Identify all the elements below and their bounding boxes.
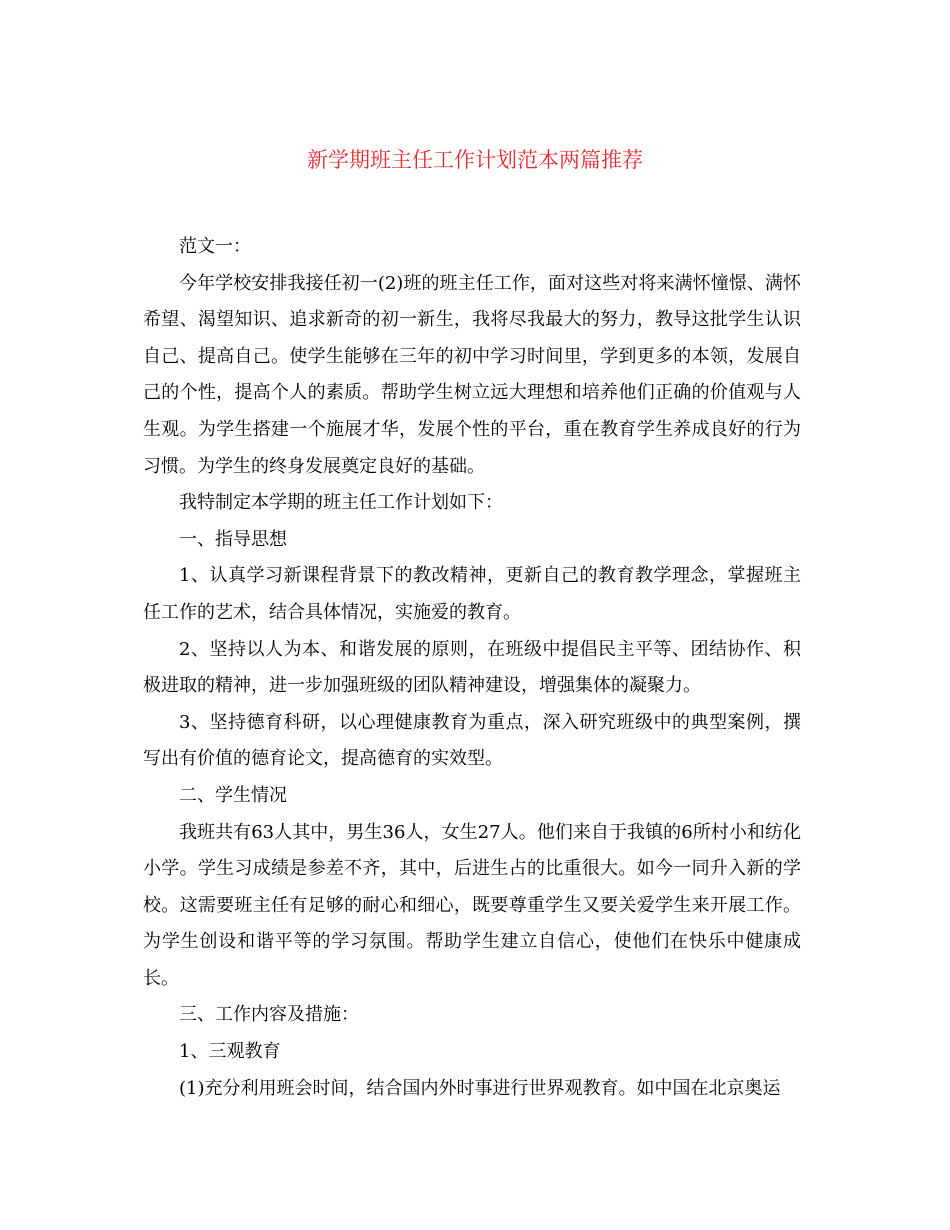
document-body	[143, 229, 801, 1107]
section-heading-work-content: 三、工作内容及措施：	[179, 1004, 359, 1026]
paragraph-point-3: 3、坚持德育科研，以心理健康教育为重点，深入研究班级中的典型案例，撰写出有价值的德育论文，提高德育的实效型。	[143, 711, 801, 770]
paragraph-plan-lead: 我特制定本学期的班主任工作计划如下：	[179, 492, 503, 514]
paragraph-item-1: (1)充分利用班会时间，结合国内外时事进行世界观教育。如中国在北京奥运	[179, 1077, 781, 1099]
subsection-heading-three-views: 1、三观教育	[179, 1041, 281, 1063]
section-heading-student-situation: 二、学生情况	[179, 784, 287, 806]
section-heading-guiding-ideology: 一、指导思想	[179, 528, 287, 550]
paragraph-student-situation: 我班共有63人其中，男生36人，女生27人。他们来自于我镇的6所村小和纺化小学。学生习成绩是参差不齐，其中，后进生占的比重很大。如今一同升入新的学校。这需要班主任有足够的耐心和细心，既要尊重学生又要关爱学生来开展工作。为学生创设和谐平等的学习氛围。帮助学生建立自信心，使他们在快乐中健康成长。	[143, 821, 801, 989]
paragraph-point-1: 1、认真学习新课程背景下的教改精神，更新自己的教育教学理念，掌握班主任工作的艺术，结合具体情况，实施爱的教育。	[143, 565, 801, 623]
document-title: 新学期班主任工作计划范本两篇推荐	[307, 148, 643, 172]
paragraph-point-2: 2、坚持以人为本、和谐发展的原则，在班级中提倡民主平等、团结协作、积极进取的精神，进一步加强班级的团队精神建设，增强集体的凝聚力。	[143, 638, 801, 697]
paragraph-heading-sample-one: 范文一：	[179, 236, 251, 257]
paragraph-intro: 今年学校安排我接任初一(2)班的班主任工作，面对这些对将来满怀憧憬、满怀希望、渴望知识、追求新奇的初一新生，我将尽我最大的努力，教导这批学生认识自己、提高自己。使学生能够在三年的初中学习时间里，学到更多的本领，发展自己的个性，提高个人的素质。帮助学生树立远大理想和培养他们正确的价值观与人生观。为学生搭建一个施展才华，发展个性的平台，重在教育学生养成良好的行为习惯。为学生的终身发展奠定良好的基础。	[143, 272, 801, 477]
